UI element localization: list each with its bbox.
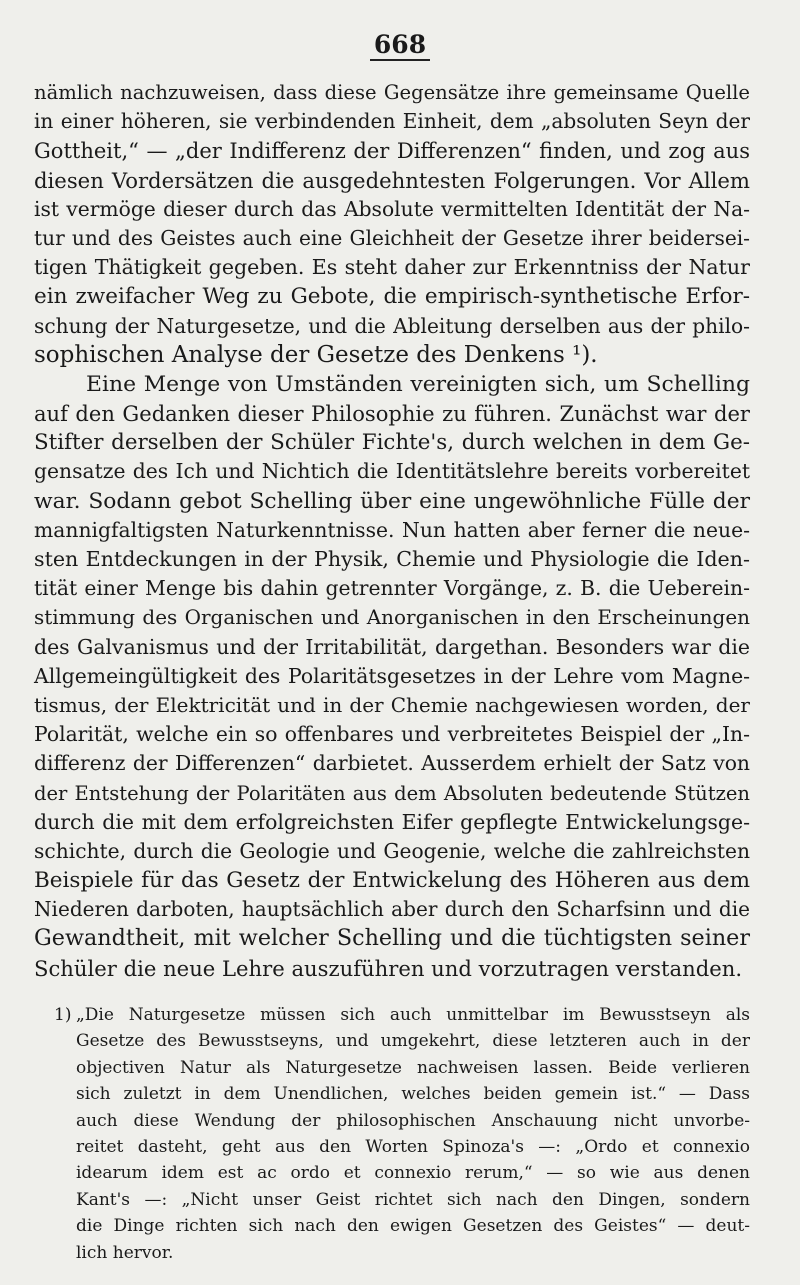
text-line: tismus, der Elektricität und in der Chemie nachgewiesen worden, der: [34, 692, 750, 717]
text-line: ein zweifacher Weg zu Gebote, die empirisch-synthetische Erfor-: [34, 284, 750, 310]
footnote-line: auch diese Wendung der philosophischen Anschauung nicht unvorbe-: [76, 1110, 750, 1131]
footnote-line: [34, 1002, 750, 1028]
text-line: tigen Thätigkeit gegeben. Es steht daher zur Erkenntniss der Natur: [34, 255, 750, 280]
text-line: ist vermöge dieser durch das Absolute vermittelten Identität der Na-: [34, 196, 750, 221]
footnote-line: sich zuletzt in dem Unendlichen, welches beiden gemein ist.“ — Dass: [76, 1084, 750, 1105]
footnote-text: „Die Naturgesetze müssen sich auch unmittelbar im Bewusstseyn als: [76, 1005, 750, 1025]
footnote-line: objectiven Natur als Naturgesetze nachweisen lassen. Beide verlieren: [76, 1057, 750, 1078]
page-number: 668: [0, 30, 800, 59]
footnote-line: reitet dasteht, geht aus den Worten Spinoza's —: „Ordo et connexio: [76, 1136, 750, 1157]
body-text: [34, 78, 750, 983]
text-line: gensatze des Ich und Nichtich die Identitätslehre bereits vorbereitet: [34, 459, 750, 484]
text-line: des Galvanismus und der Irritabilität, dargethan. Besonders war die: [34, 634, 750, 659]
text-line: differenz der Differenzen“ darbietet. Ausserdem erhielt der Satz von: [34, 751, 750, 776]
text-line: nämlich nachzuweisen, dass diese Gegensätze ihre gemeinsame Quelle: [34, 81, 750, 104]
text-line: Schüler die neue Lehre auszuführen und vorzutragen verstanden.: [34, 955, 743, 981]
text-line: der Entstehung der Polaritäten aus dem Absoluten bedeutende Stützen: [34, 781, 750, 805]
text-line: Gottheit,“ — „der Indifferenz der Differenzen“ finden, und zog aus: [34, 138, 750, 164]
text-line: tur und des Geistes auch eine Gleichheit der Gesetze ihrer beidersei-: [34, 225, 750, 250]
text-line: Eine Menge von Umständen vereinigten sich, um Schelling: [86, 371, 750, 397]
text-line: diesen Vordersätzen die ausgedehntesten Folgerungen. Vor Allem: [34, 167, 750, 193]
text-line: mannigfaltigsten Naturkenntnisse. Nun hatten aber ferner die neue-: [34, 517, 750, 542]
text-line: Gewandtheit, mit welcher Schelling und die tüchtigsten seiner: [34, 925, 750, 952]
text-line: Allgemeingültigkeit des Polaritätsgesetzes in der Lehre vom Magne-: [34, 663, 750, 688]
text-line: sten Entdeckungen in der Physik, Chemie und Physiologie die Iden-: [34, 547, 750, 571]
text-line: stimmung des Organischen und Anorganischen in den Erscheinungen: [34, 605, 750, 630]
text-line: in einer höheren, sie verbindenden Einheit, dem „absoluten Seyn der: [34, 109, 750, 134]
text-line: Stifter derselben der Schüler Fichte's, durch welchen in dem Ge-: [34, 430, 750, 456]
text-line: durch die mit dem erfolgreichsten Eifer gepflegte Entwickelungsge-: [34, 809, 750, 834]
text-line: war. Sodann gebot Schelling über eine ungewöhnliche Fülle der: [34, 488, 750, 514]
footnote-line: Gesetze des Bewusstseyns, und umgekehrt, diese letzteren auch in der: [76, 1031, 750, 1052]
text-line: schichte, durch die Geologie und Geogenie, welche die zahlreichsten: [34, 838, 750, 863]
text-line: Beispiele für das Gesetz der Entwickelung des Höheren aus dem: [34, 868, 750, 894]
footnote-line: Kant's —: „Nicht unser Geist richtet sich nach den Dingen, sondern: [76, 1189, 750, 1210]
footnote: [34, 1002, 750, 1266]
paragraph-2: [34, 370, 750, 983]
footnote-marker: 1): [54, 1005, 72, 1025]
footnote-line: idearum idem est ac ordo et connexio rerum,“ — so wie aus denen: [76, 1163, 750, 1184]
footnote-line: die Dinge richten sich nach den ewigen Gesetzen des Geistes“ — deut-: [76, 1216, 750, 1237]
text-line: Niederen darboten, hauptsächlich aber durch den Scharfsinn und die: [34, 897, 750, 922]
paragraph-1: [34, 78, 750, 370]
text-line: auf den Gedanken dieser Philosophie zu führen. Zunächst war der: [34, 401, 750, 427]
text-line: Polarität, welche ein so offenbares und verbreitetes Beispiel der „In-: [34, 722, 750, 747]
text-line: schung der Naturgesetze, und die Ableitung derselben aus der philo-: [34, 313, 750, 338]
footnote-line: lich hervor.: [76, 1242, 174, 1263]
text-line: tität einer Menge bis dahin getrennter Vorgänge, z. B. die Ueberein-: [34, 576, 750, 601]
text-line: sophischen Analyse der Gesetze des Denkens ¹).: [34, 341, 598, 368]
